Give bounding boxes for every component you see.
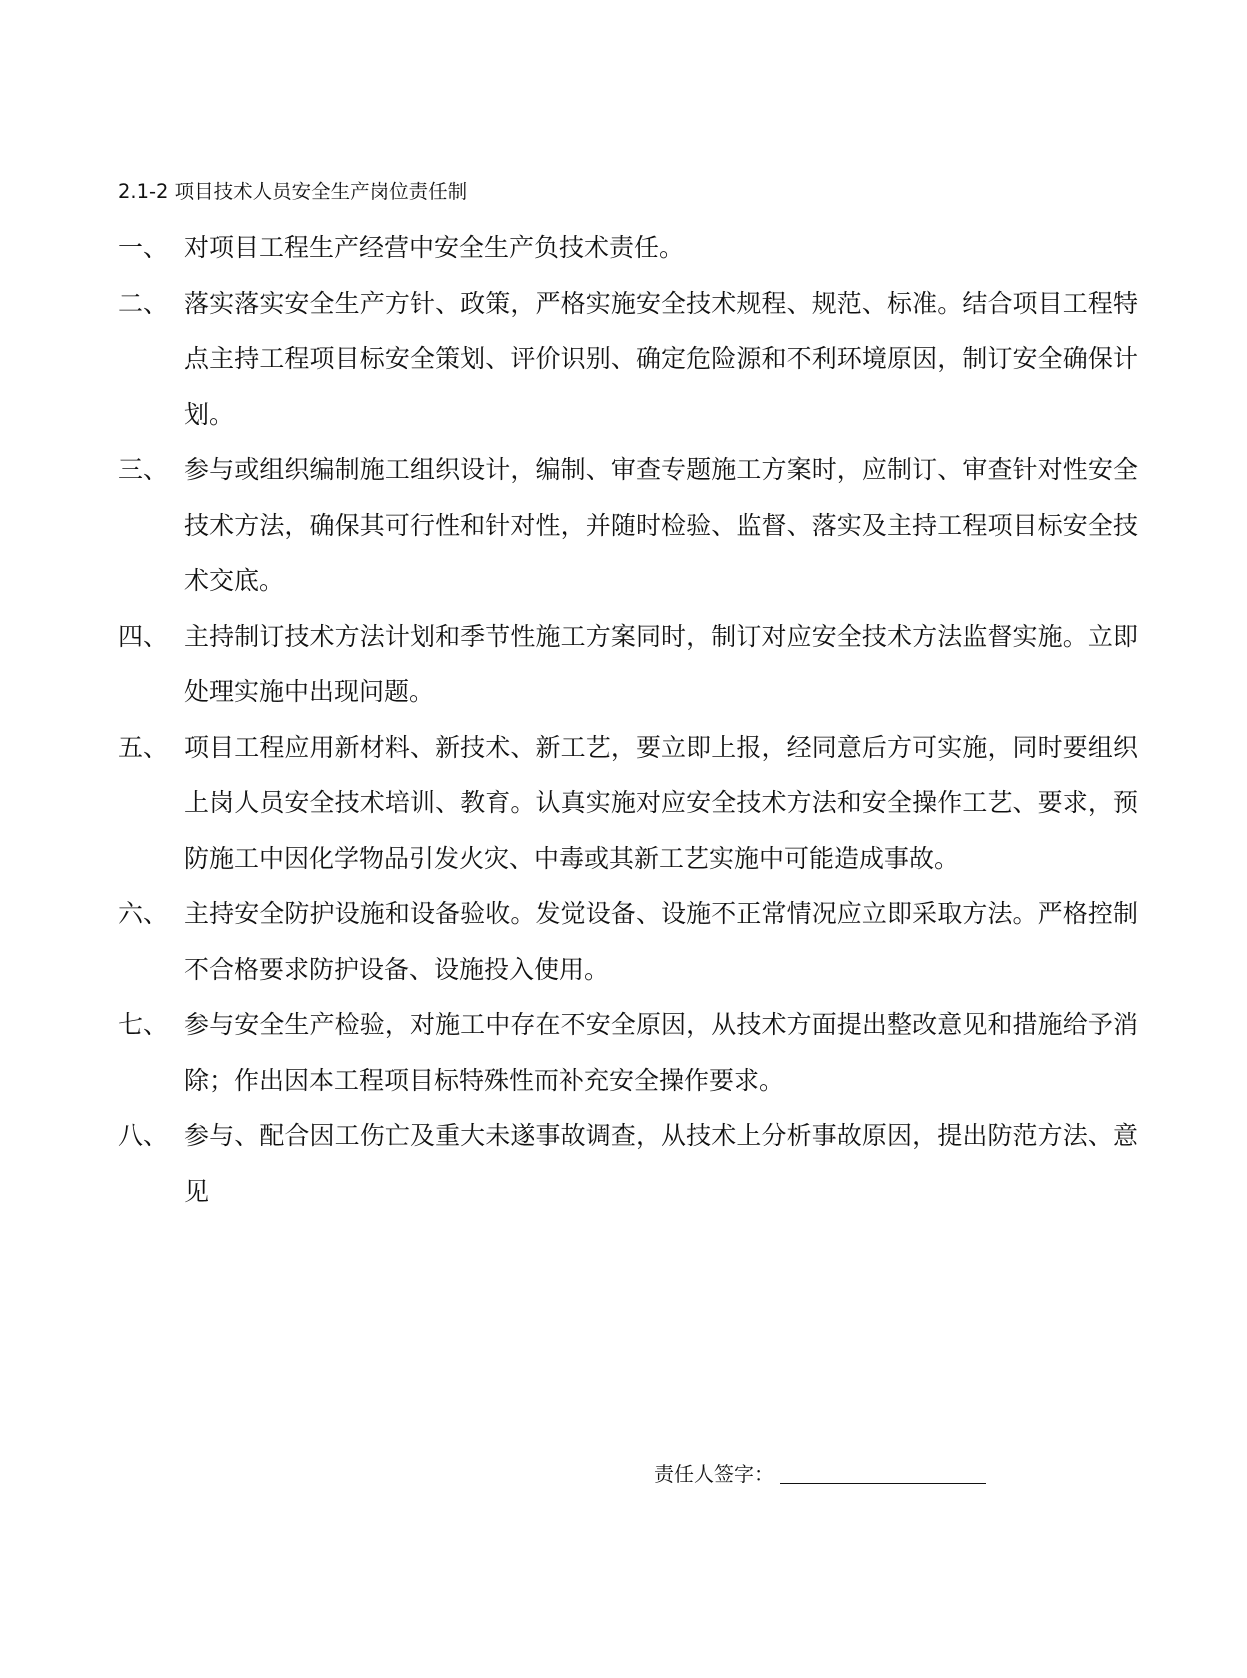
list-item: [118, 1108, 1138, 1219]
item-number: 六、: [118, 899, 169, 928]
list-item: [118, 997, 1138, 1108]
item-number: 四、: [118, 621, 169, 651]
item-text: 落实落实安全生产方针、政策，严格实施安全技术规程、规范、标准。结合项目工程特点主持工程项目标安全策划、评价识别、确定危险源和不利环境原因，制订安全确保计划。: [184, 288, 1138, 429]
signature-line: [780, 1483, 986, 1484]
list-item: [118, 886, 1138, 997]
item-text: 参与、配合因工伤亡及重大未遂事故调查，从技术上分析事故原因，提出防范方法、意见: [184, 1121, 1138, 1206]
list-item: [118, 276, 1138, 443]
section-heading: 2.1-2 项目技术人员安全生产岗位责任制: [118, 180, 468, 203]
item-text: 参与安全生产检验，对施工中存在不安全原因，从技术方面提出整改意见和措施给予消除；作出因本工程项目标特殊性而补充安全操作要求。: [184, 1010, 1138, 1095]
responsibility-list: [118, 220, 1138, 1219]
item-number: 七、: [118, 1010, 169, 1039]
item-text: 项目工程应用新材料、新技术、新工艺，要立即上报，经同意后方可实施，同时要组织上岗人员安全技术培训、教育。认真实施对应安全技术方法和安全操作工艺、要求，预防施工中因化学物品引发火灾、中毒或其新工艺实施中可能造成事故。: [184, 732, 1138, 873]
item-text: 主持安全防护设施和设备验收。发觉设备、设施不正常情况应立即采取方法。严格控制不合格要求防护设备、设施投入使用。: [184, 899, 1138, 984]
item-number: 二、: [118, 288, 169, 318]
item-text: 参与或组织编制施工组织设计，编制、审查专题施工方案时，应制订、审查针对性安全技术方法，确保其可行性和针对性，并随时检验、监督、落实及主持工程项目标安全技术交底。: [184, 455, 1138, 595]
item-number: 五、: [118, 732, 169, 762]
item-number: 一、: [118, 233, 169, 262]
item-text: 对项目工程生产经营中安全生产负技术责任。: [184, 233, 685, 262]
list-item: [118, 220, 1138, 276]
list-item: [118, 720, 1138, 887]
item-number: 三、: [118, 455, 169, 484]
list-item: [118, 609, 1138, 720]
item-number: 八、: [118, 1121, 169, 1150]
signature-block: [654, 1460, 986, 1488]
item-text: 主持制订技术方法计划和季节性施工方案同时，制订对应安全技术方法监督实施。立即处理实施中出现问题。: [184, 621, 1138, 706]
list-item: [118, 442, 1138, 609]
signature-label: 责任人签字：: [654, 1462, 774, 1486]
